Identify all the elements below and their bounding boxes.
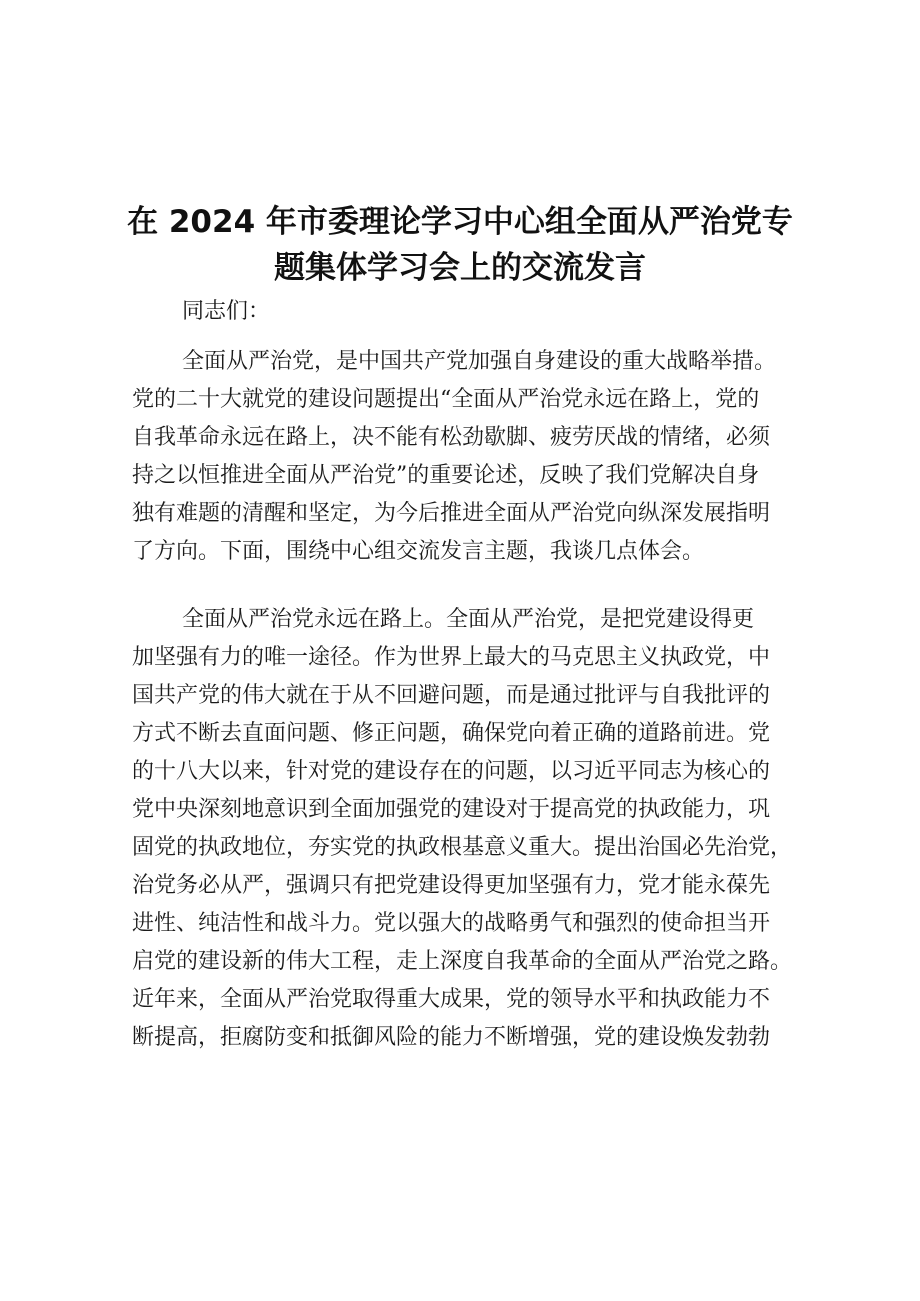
salutation: 同志们： bbox=[182, 299, 271, 324]
paragraph-line: 方式不断去直面问题、修正问题，确保党向着正确的道路前进。党 bbox=[132, 721, 771, 746]
paragraph-line: 独有难题的清醒和坚定，为今后推进全面从严治党向纵深发展指明 bbox=[132, 501, 771, 526]
document-title-line-1: 在 2024 年市委理论学习中心组全面从严治党专 bbox=[127, 204, 793, 240]
paragraph-line: 进性、纯洁性和战斗力。党以强大的战略勇气和强烈的使命担当开 bbox=[132, 911, 771, 936]
paragraph-line: 启党的建设新的伟大工程，走上深度自我革命的全面从严治党之路。 bbox=[132, 949, 793, 974]
paragraph-line: 党的二十大就党的建设问题提出“全面从严治党永远在路上，党的 bbox=[132, 387, 760, 412]
paragraph-line: 全面从严治党永远在路上。全面从严治党，是把党建设得更 bbox=[182, 607, 755, 632]
paragraph-2 bbox=[132, 601, 798, 1057]
paragraph-line: 自我革命永远在路上，决不能有松劲歇脚、疲劳厌战的情绪，必须 bbox=[132, 425, 771, 450]
paragraph-line: 全面从严治党，是中国共产党加强自身建设的重大战略举措。 bbox=[182, 349, 777, 374]
paragraph-line: 治党务必从严，强调只有把党建设得更加坚强有力，党才能永葆先 bbox=[132, 873, 771, 898]
paragraph-line: 国共产党的伟大就在于从不回避问题，而是通过批评与自我批评的 bbox=[132, 683, 771, 708]
paragraph-line: 的十八大以来，针对党的建设存在的问题，以习近平同志为核心的 bbox=[132, 759, 771, 784]
paragraph-line: 了方向。下面，围绕中心组交流发言主题，我谈几点体会。 bbox=[132, 539, 705, 564]
paragraph-line: 近年来，全面从严治党取得重大成果，党的领导水平和执政能力不 bbox=[132, 987, 771, 1012]
paragraph-line: 党中央深刻地意识到全面加强党的建设对于提高党的执政能力，巩 bbox=[132, 797, 771, 822]
paragraph-1 bbox=[132, 343, 798, 571]
paragraph-line: 断提高，拒腐防变和抵御风险的能力不断增强，党的建设焕发勃勃 bbox=[132, 1025, 771, 1050]
paragraph-line: 固党的执政地位，夯实党的执政根基意义重大。提出治国必先治党， bbox=[132, 835, 793, 860]
paragraph-line: 持之以恒推进全面从严治党”的重要论述，反映了我们党解决自身 bbox=[132, 463, 760, 488]
paragraph-line: 加坚强有力的唯一途径。作为世界上最大的马克思主义执政党，中 bbox=[132, 645, 771, 670]
document-title-line-2: 题集体学习会上的交流发言 bbox=[274, 250, 646, 286]
